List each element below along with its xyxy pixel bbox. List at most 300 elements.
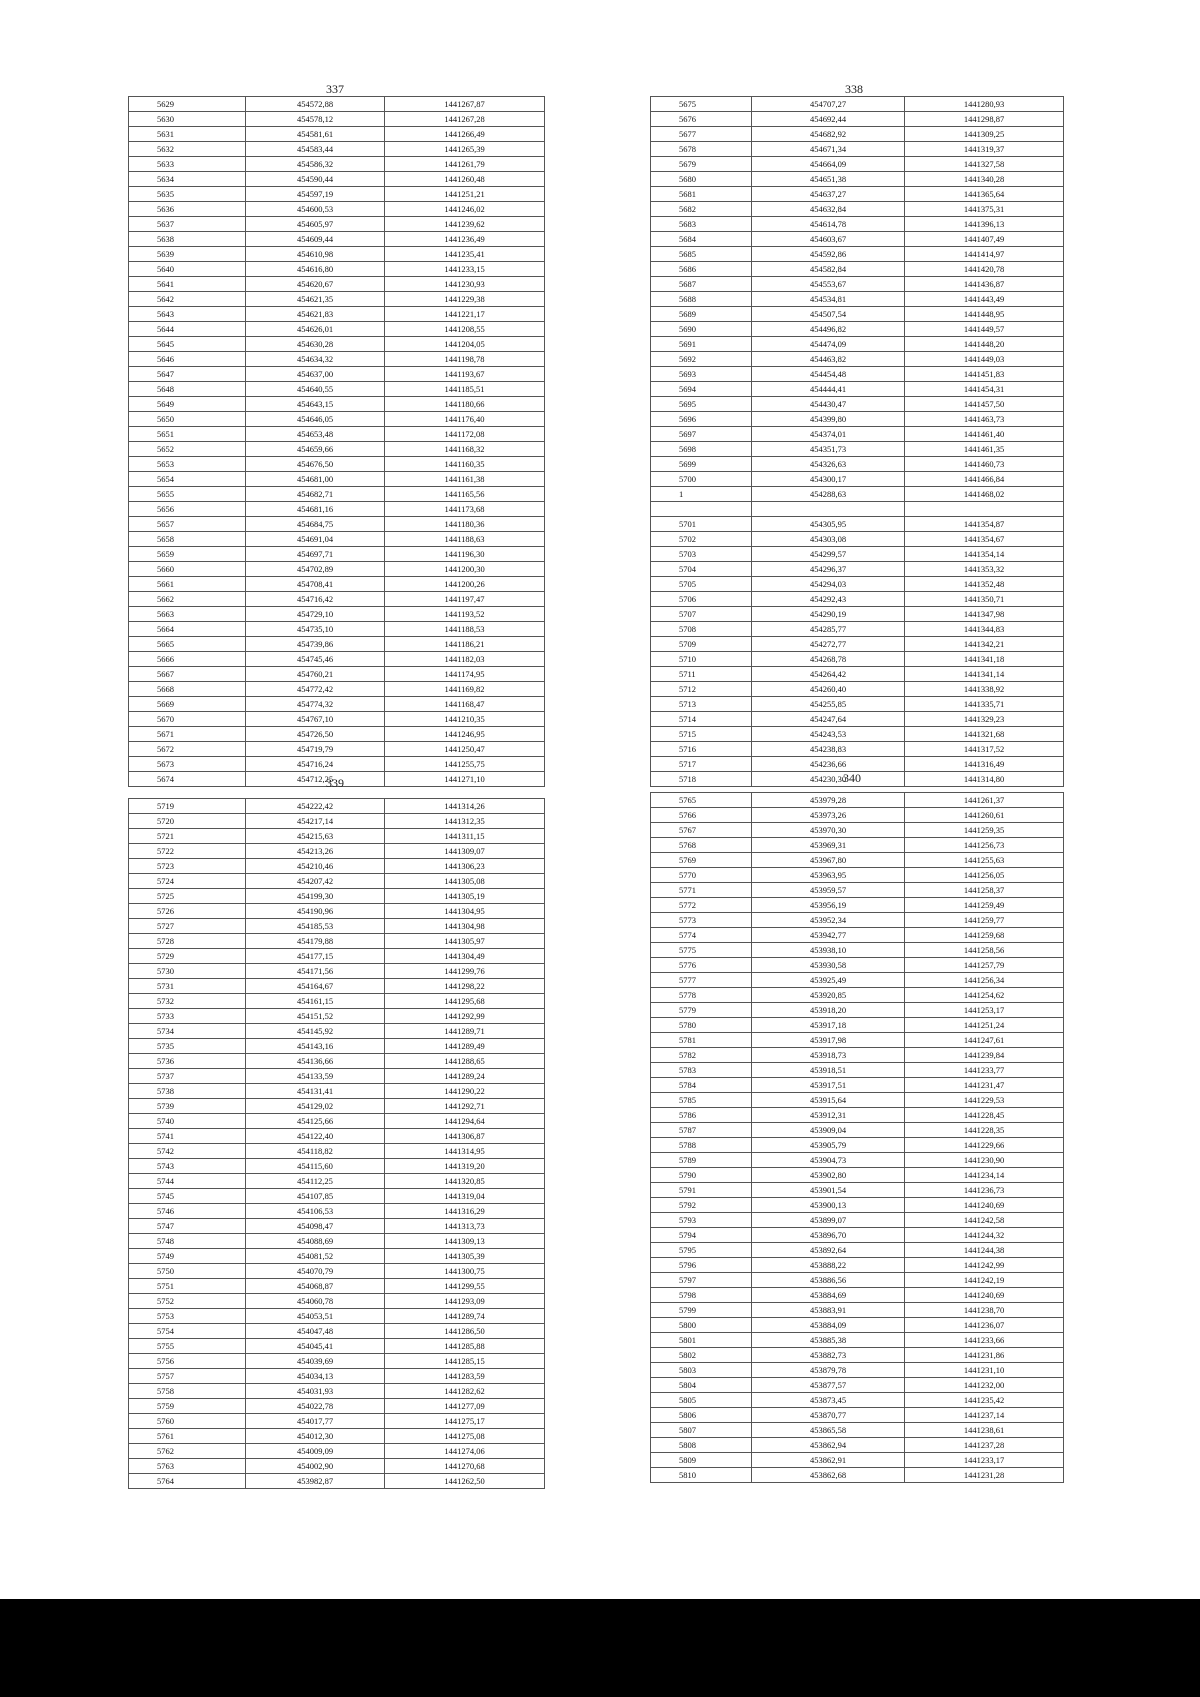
point-number-cell: 5758 <box>129 1384 246 1399</box>
y-coordinate-cell: 1441305,19 <box>385 889 545 904</box>
x-coordinate-cell: 454161,15 <box>246 994 385 1009</box>
table-row <box>129 97 545 112</box>
y-coordinate-cell: 1441193,67 <box>385 367 545 382</box>
x-coordinate-cell: 454299,57 <box>752 547 905 562</box>
table-row <box>129 1249 545 1264</box>
x-coordinate-cell: 453862,91 <box>752 1453 905 1468</box>
y-coordinate-cell: 1441314,26 <box>385 799 545 814</box>
y-coordinate-cell: 1441229,53 <box>905 1093 1064 1108</box>
x-coordinate-cell: 454112,25 <box>246 1174 385 1189</box>
point-number-cell: 5806 <box>651 1408 752 1423</box>
y-coordinate-cell: 1441180,66 <box>385 397 545 412</box>
y-coordinate-cell: 1441354,67 <box>905 532 1064 547</box>
point-number-cell: 5755 <box>129 1339 246 1354</box>
y-coordinate-cell: 1441233,66 <box>905 1333 1064 1348</box>
point-number-cell: 5796 <box>651 1258 752 1273</box>
table-row <box>129 742 545 757</box>
table-row <box>651 1408 1064 1423</box>
point-number-cell: 5793 <box>651 1213 752 1228</box>
y-coordinate-cell: 1441341,18 <box>905 652 1064 667</box>
point-number-cell: 5730 <box>129 964 246 979</box>
table-row <box>129 157 545 172</box>
table-row <box>651 397 1064 412</box>
point-number-cell: 5707 <box>651 607 752 622</box>
table-row <box>129 1324 545 1339</box>
table-row <box>129 727 545 742</box>
point-number-cell: 5698 <box>651 442 752 457</box>
y-coordinate-cell: 1441255,63 <box>905 853 1064 868</box>
table-row <box>129 232 545 247</box>
point-number-cell: 5645 <box>129 337 246 352</box>
table-row <box>651 442 1064 457</box>
x-coordinate-cell: 454047,48 <box>246 1324 385 1339</box>
x-coordinate-cell: 454260,40 <box>752 682 905 697</box>
point-number-cell: 5631 <box>129 127 246 142</box>
table-row <box>129 652 545 667</box>
y-coordinate-cell: 1441286,50 <box>385 1324 545 1339</box>
y-coordinate-cell: 1441174,95 <box>385 667 545 682</box>
coordinate-table-340 <box>650 792 1064 1483</box>
point-number-cell: 5772 <box>651 898 752 913</box>
x-coordinate-cell: 454603,67 <box>752 232 905 247</box>
point-number-cell: 5799 <box>651 1303 752 1318</box>
table-row <box>129 1144 545 1159</box>
y-coordinate-cell: 1441420,78 <box>905 262 1064 277</box>
y-coordinate-cell: 1441240,69 <box>905 1198 1064 1213</box>
x-coordinate-cell: 454272,77 <box>752 637 905 652</box>
point-number-cell: 5777 <box>651 973 752 988</box>
x-coordinate-cell: 454739,86 <box>246 637 385 652</box>
y-coordinate-cell: 1441354,14 <box>905 547 1064 562</box>
x-coordinate-cell: 454605,97 <box>246 217 385 232</box>
x-coordinate-cell: 454553,67 <box>752 277 905 292</box>
table-row <box>651 1213 1064 1228</box>
x-coordinate-cell: 454098,47 <box>246 1219 385 1234</box>
x-coordinate-cell: 454729,10 <box>246 607 385 622</box>
point-number-cell: 5773 <box>651 913 752 928</box>
point-number-cell: 5788 <box>651 1138 752 1153</box>
y-coordinate-cell: 1441236,73 <box>905 1183 1064 1198</box>
table-row <box>651 1228 1064 1243</box>
table-row <box>129 172 545 187</box>
point-number-cell: 5635 <box>129 187 246 202</box>
table-row <box>651 853 1064 868</box>
table-row <box>651 1093 1064 1108</box>
y-coordinate-cell: 1441298,22 <box>385 979 545 994</box>
x-coordinate-cell: 454646,05 <box>246 412 385 427</box>
table-row <box>651 667 1064 682</box>
table-row <box>129 1234 545 1249</box>
x-coordinate-cell: 454185,53 <box>246 919 385 934</box>
x-coordinate-cell: 454637,27 <box>752 187 905 202</box>
x-coordinate-cell: 453969,31 <box>752 838 905 853</box>
point-number-cell: 5708 <box>651 622 752 637</box>
table-row <box>129 142 545 157</box>
y-coordinate-cell: 1441290,22 <box>385 1084 545 1099</box>
table-row <box>651 142 1064 157</box>
x-coordinate-cell: 454118,82 <box>246 1144 385 1159</box>
point-number-cell: 5749 <box>129 1249 246 1264</box>
y-coordinate-cell: 1441232,00 <box>905 1378 1064 1393</box>
y-coordinate-cell: 1441255,75 <box>385 757 545 772</box>
x-coordinate-cell: 454129,02 <box>246 1099 385 1114</box>
point-number-cell: 5722 <box>129 844 246 859</box>
y-coordinate-cell: 1441231,47 <box>905 1078 1064 1093</box>
y-coordinate-cell: 1441266,49 <box>385 127 545 142</box>
y-coordinate-cell: 1441304,49 <box>385 949 545 964</box>
y-coordinate-cell: 1441305,97 <box>385 934 545 949</box>
point-number-cell: 5740 <box>129 1114 246 1129</box>
x-coordinate-cell: 454300,17 <box>752 472 905 487</box>
x-coordinate-cell: 454592,86 <box>752 247 905 262</box>
x-coordinate-cell: 454767,10 <box>246 712 385 727</box>
table-row <box>651 1138 1064 1153</box>
point-number-cell: 5683 <box>651 217 752 232</box>
point-number-cell: 5734 <box>129 1024 246 1039</box>
x-coordinate-cell: 453862,94 <box>752 1438 905 1453</box>
point-number-cell: 5639 <box>129 247 246 262</box>
y-coordinate-cell: 1441231,28 <box>905 1468 1064 1483</box>
x-coordinate-cell: 454671,34 <box>752 142 905 157</box>
table-row <box>651 292 1064 307</box>
point-number-cell: 5795 <box>651 1243 752 1258</box>
point-number-cell: 5778 <box>651 988 752 1003</box>
x-coordinate-cell: 454151,52 <box>246 1009 385 1024</box>
table-row <box>651 1303 1064 1318</box>
table-row <box>129 1039 545 1054</box>
table-row <box>651 547 1064 562</box>
point-number-cell: 5723 <box>129 859 246 874</box>
x-coordinate-cell: 453892,64 <box>752 1243 905 1258</box>
x-coordinate-cell: 454760,21 <box>246 667 385 682</box>
x-coordinate-cell: 454053,51 <box>246 1309 385 1324</box>
point-number-cell: 5693 <box>651 367 752 382</box>
y-coordinate-cell: 1441244,32 <box>905 1228 1064 1243</box>
point-number-cell: 5701 <box>651 517 752 532</box>
x-coordinate-cell: 453942,77 <box>752 928 905 943</box>
point-number-cell: 5629 <box>129 97 246 112</box>
y-coordinate-cell: 1441321,68 <box>905 727 1064 742</box>
x-coordinate-cell: 454255,85 <box>752 697 905 712</box>
y-coordinate-cell: 1441267,87 <box>385 97 545 112</box>
point-number-cell: 5702 <box>651 532 752 547</box>
table-row <box>651 808 1064 823</box>
table-row <box>129 889 545 904</box>
point-number-cell: 5663 <box>129 607 246 622</box>
y-coordinate-cell: 1441342,21 <box>905 637 1064 652</box>
x-coordinate-cell: 453967,80 <box>752 853 905 868</box>
x-coordinate-cell: 454626,01 <box>246 322 385 337</box>
point-number-cell: 5668 <box>129 682 246 697</box>
table-row <box>129 712 545 727</box>
table-row <box>129 1009 545 1024</box>
x-coordinate-cell: 453901,54 <box>752 1183 905 1198</box>
x-coordinate-cell: 454712,25 <box>246 772 385 787</box>
x-coordinate-cell: 454682,71 <box>246 487 385 502</box>
y-coordinate-cell: 1441261,37 <box>905 793 1064 808</box>
x-coordinate-cell: 454399,80 <box>752 412 905 427</box>
table-row <box>651 928 1064 943</box>
x-coordinate-cell: 454190,96 <box>246 904 385 919</box>
point-number-cell: 5756 <box>129 1354 246 1369</box>
x-coordinate-cell: 454719,79 <box>246 742 385 757</box>
point-number-cell: 5678 <box>651 142 752 157</box>
table-row <box>651 1348 1064 1363</box>
x-coordinate-cell: 454210,46 <box>246 859 385 874</box>
y-coordinate-cell: 1441244,38 <box>905 1243 1064 1258</box>
x-coordinate-cell: 453970,30 <box>752 823 905 838</box>
y-coordinate-cell: 1441256,34 <box>905 973 1064 988</box>
point-number-cell: 5659 <box>129 547 246 562</box>
point-number-cell: 5757 <box>129 1369 246 1384</box>
y-coordinate-cell: 1441161,38 <box>385 472 545 487</box>
page-number-340: 340 <box>843 771 861 785</box>
point-number-cell: 5651 <box>129 427 246 442</box>
y-coordinate-cell: 1441200,26 <box>385 577 545 592</box>
y-coordinate-cell: 1441188,53 <box>385 622 545 637</box>
point-number-cell: 5765 <box>651 793 752 808</box>
point-number-cell: 5809 <box>651 1453 752 1468</box>
table-row <box>651 277 1064 292</box>
table-row <box>129 1399 545 1414</box>
y-coordinate-cell: 1441239,84 <box>905 1048 1064 1063</box>
table-row <box>651 1123 1064 1138</box>
point-number-cell: 5691 <box>651 337 752 352</box>
table-row <box>651 352 1064 367</box>
table-row <box>129 187 545 202</box>
y-coordinate-cell: 1441246,95 <box>385 727 545 742</box>
y-coordinate-cell: 1441228,45 <box>905 1108 1064 1123</box>
point-number-cell: 5746 <box>129 1204 246 1219</box>
table-row <box>651 913 1064 928</box>
x-coordinate-cell: 454031,93 <box>246 1384 385 1399</box>
point-number-cell: 5642 <box>129 292 246 307</box>
point-number-cell: 5731 <box>129 979 246 994</box>
table-row <box>129 994 545 1009</box>
y-coordinate-cell: 1441451,83 <box>905 367 1064 382</box>
x-coordinate-cell: 454609,44 <box>246 232 385 247</box>
point-number-cell: 5782 <box>651 1048 752 1063</box>
point-number-cell: 5634 <box>129 172 246 187</box>
table-row <box>129 292 545 307</box>
x-coordinate-cell: 454691,04 <box>246 532 385 547</box>
y-coordinate-cell: 1441365,64 <box>905 187 1064 202</box>
y-coordinate-cell: 1441261,79 <box>385 157 545 172</box>
table-row <box>651 577 1064 592</box>
table-row <box>129 1264 545 1279</box>
x-coordinate-cell: 454507,54 <box>752 307 905 322</box>
table-row <box>651 127 1064 142</box>
table-row <box>651 1198 1064 1213</box>
table-row <box>651 232 1064 247</box>
x-coordinate-cell: 453896,70 <box>752 1228 905 1243</box>
table-row <box>129 367 545 382</box>
y-coordinate-cell: 1441285,88 <box>385 1339 545 1354</box>
x-coordinate-cell: 454640,55 <box>246 382 385 397</box>
y-coordinate-cell: 1441204,05 <box>385 337 545 352</box>
point-number-cell: 5800 <box>651 1318 752 1333</box>
y-coordinate-cell: 1441309,07 <box>385 844 545 859</box>
y-coordinate-cell: 1441344,83 <box>905 622 1064 637</box>
point-number-cell: 5721 <box>129 829 246 844</box>
table-row <box>651 322 1064 337</box>
table-row <box>651 1063 1064 1078</box>
x-coordinate-cell: 453918,20 <box>752 1003 905 1018</box>
x-coordinate-cell: 453882,73 <box>752 1348 905 1363</box>
y-coordinate-cell: 1441188,63 <box>385 532 545 547</box>
y-coordinate-cell: 1441407,49 <box>905 232 1064 247</box>
x-coordinate-cell: 453930,58 <box>752 958 905 973</box>
x-coordinate-cell: 454630,28 <box>246 337 385 352</box>
point-number-cell: 5763 <box>129 1459 246 1474</box>
table-row <box>651 1453 1064 1468</box>
y-coordinate-cell: 1441299,55 <box>385 1279 545 1294</box>
point-number-cell: 5783 <box>651 1063 752 1078</box>
x-coordinate-cell: 454621,83 <box>246 307 385 322</box>
x-coordinate-cell: 454107,85 <box>246 1189 385 1204</box>
point-number-cell: 5781 <box>651 1033 752 1048</box>
point-number-cell: 5637 <box>129 217 246 232</box>
table-row <box>129 352 545 367</box>
table-row <box>129 1099 545 1114</box>
x-coordinate-cell: 453879,78 <box>752 1363 905 1378</box>
table-row <box>651 682 1064 697</box>
x-coordinate-cell: 454164,67 <box>246 979 385 994</box>
x-coordinate-cell: 453979,28 <box>752 793 905 808</box>
table-row <box>129 382 545 397</box>
table-row <box>651 517 1064 532</box>
x-coordinate-cell: 454017,77 <box>246 1414 385 1429</box>
point-number-cell: 5670 <box>129 712 246 727</box>
coordinate-table-337 <box>128 96 545 787</box>
y-coordinate-cell: 1441306,23 <box>385 859 545 874</box>
y-coordinate-cell: 1441396,13 <box>905 217 1064 232</box>
table-row <box>651 943 1064 958</box>
table-row <box>651 592 1064 607</box>
y-coordinate-cell: 1441186,21 <box>385 637 545 652</box>
x-coordinate-cell: 454247,64 <box>752 712 905 727</box>
point-number-cell: 5684 <box>651 232 752 247</box>
x-coordinate-cell: 454131,41 <box>246 1084 385 1099</box>
table-row <box>651 502 1064 517</box>
y-coordinate-cell: 1441443,49 <box>905 292 1064 307</box>
point-number-cell: 5650 <box>129 412 246 427</box>
point-number-cell: 5715 <box>651 727 752 742</box>
y-coordinate-cell: 1441172,08 <box>385 427 545 442</box>
x-coordinate-cell: 454774,32 <box>246 697 385 712</box>
table-row <box>651 757 1064 772</box>
y-coordinate-cell: 1441168,32 <box>385 442 545 457</box>
table-row <box>129 964 545 979</box>
table-row <box>129 1159 545 1174</box>
y-coordinate-cell: 1441312,35 <box>385 814 545 829</box>
x-coordinate-cell: 453918,73 <box>752 1048 905 1063</box>
table-row <box>651 1363 1064 1378</box>
x-coordinate-cell: 454716,42 <box>246 592 385 607</box>
y-coordinate-cell: 1441460,73 <box>905 457 1064 472</box>
table-row <box>129 472 545 487</box>
y-coordinate-cell: 1441461,40 <box>905 427 1064 442</box>
x-coordinate-cell: 454060,78 <box>246 1294 385 1309</box>
x-coordinate-cell: 454106,53 <box>246 1204 385 1219</box>
point-number-cell: 5789 <box>651 1153 752 1168</box>
x-coordinate-cell: 454632,84 <box>752 202 905 217</box>
x-coordinate-cell: 454088,69 <box>246 1234 385 1249</box>
y-coordinate-cell: 1441240,69 <box>905 1288 1064 1303</box>
table-row <box>651 337 1064 352</box>
point-number-cell: 5741 <box>129 1129 246 1144</box>
point-number-cell: 5760 <box>129 1414 246 1429</box>
table-row <box>129 1444 545 1459</box>
y-coordinate-cell: 1441329,23 <box>905 712 1064 727</box>
point-number-cell: 5713 <box>651 697 752 712</box>
x-coordinate-cell: 453900,13 <box>752 1198 905 1213</box>
y-coordinate-cell: 1441231,86 <box>905 1348 1064 1363</box>
point-number-cell: 5705 <box>651 577 752 592</box>
table-row <box>129 904 545 919</box>
table-row <box>129 1459 545 1474</box>
y-coordinate-cell: 1441319,04 <box>385 1189 545 1204</box>
point-number-cell: 5677 <box>651 127 752 142</box>
y-coordinate-cell: 1441313,73 <box>385 1219 545 1234</box>
x-coordinate-cell: 454012,30 <box>246 1429 385 1444</box>
y-coordinate-cell: 1441457,50 <box>905 397 1064 412</box>
x-coordinate-cell: 454217,14 <box>246 814 385 829</box>
table-row <box>129 859 545 874</box>
x-coordinate-cell: 454681,00 <box>246 472 385 487</box>
table-row <box>129 337 545 352</box>
point-number-cell: 5753 <box>129 1309 246 1324</box>
table-row <box>129 667 545 682</box>
point-number-cell: 5776 <box>651 958 752 973</box>
table-row <box>651 727 1064 742</box>
x-coordinate-cell: 453888,22 <box>752 1258 905 1273</box>
point-number-cell: 5697 <box>651 427 752 442</box>
x-coordinate-cell: 454213,26 <box>246 844 385 859</box>
x-coordinate-cell: 454653,48 <box>246 427 385 442</box>
table-row <box>651 157 1064 172</box>
x-coordinate-cell: 454614,78 <box>752 217 905 232</box>
point-number-cell: 5644 <box>129 322 246 337</box>
y-coordinate-cell: 1441251,21 <box>385 187 545 202</box>
x-coordinate-cell: 454115,60 <box>246 1159 385 1174</box>
point-number-cell: 5682 <box>651 202 752 217</box>
table-row <box>651 532 1064 547</box>
table-row <box>129 1354 545 1369</box>
x-coordinate-cell: 454222,42 <box>246 799 385 814</box>
table-row <box>651 868 1064 883</box>
table-row <box>129 1189 545 1204</box>
point-number-cell: 5690 <box>651 322 752 337</box>
x-coordinate-cell: 454215,63 <box>246 829 385 844</box>
x-coordinate-cell: 454620,67 <box>246 277 385 292</box>
y-coordinate-cell: 1441262,50 <box>385 1474 545 1489</box>
y-coordinate-cell: 1441233,15 <box>385 262 545 277</box>
x-coordinate-cell: 454145,92 <box>246 1024 385 1039</box>
table-row <box>129 1414 545 1429</box>
table-row <box>651 202 1064 217</box>
point-number-cell: 5784 <box>651 1078 752 1093</box>
point-number-cell: 5660 <box>129 562 246 577</box>
y-coordinate-cell: 1441196,30 <box>385 547 545 562</box>
x-coordinate-cell: 454009,09 <box>246 1444 385 1459</box>
table-row <box>129 1309 545 1324</box>
table-row <box>651 1468 1064 1483</box>
point-number-cell: 5647 <box>129 367 246 382</box>
point-number-cell: 5770 <box>651 868 752 883</box>
y-coordinate-cell: 1441256,05 <box>905 868 1064 883</box>
table-row <box>129 322 545 337</box>
